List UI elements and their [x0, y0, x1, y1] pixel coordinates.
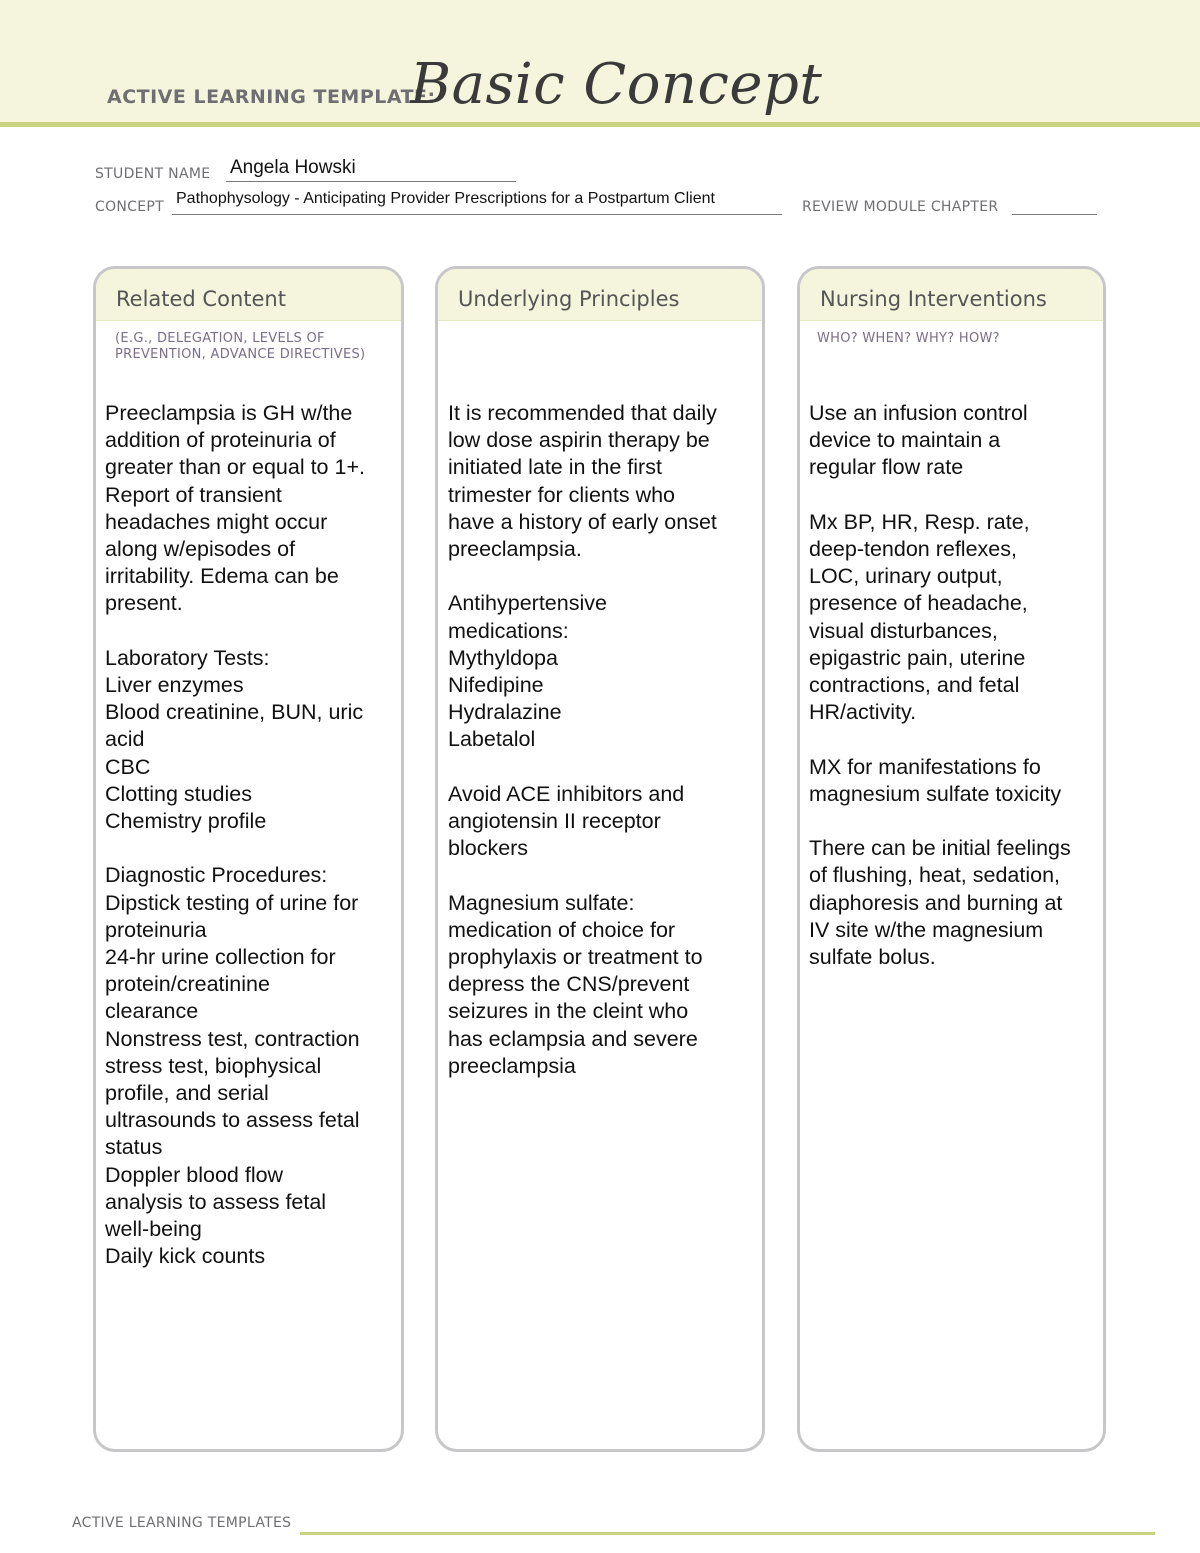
text-line: It is recommended that daily	[448, 401, 717, 425]
text-line: Daily kick counts	[105, 1244, 266, 1269]
paragraph	[105, 400, 365, 618]
text-line: have a history of early onset	[448, 509, 717, 534]
footer-label: ACTIVE LEARNING TEMPLATES	[72, 1515, 292, 1531]
text-line: Labetalol	[448, 727, 536, 752]
text-line: regular flow rate	[809, 455, 964, 480]
paragraph	[105, 862, 365, 1270]
text-line: acid	[105, 727, 145, 752]
text-line: Nifedipine	[448, 673, 544, 698]
text-line: blockers	[448, 836, 529, 861]
text-line: well-being	[105, 1217, 202, 1242]
underlying-principles-body[interactable]	[448, 400, 717, 1080]
related-content-card	[93, 266, 404, 1452]
text-line: irritability. Edema can be	[105, 564, 339, 589]
text-line: Doppler blood flow	[105, 1162, 284, 1187]
text-line: headaches might occur	[105, 509, 328, 534]
text-line: CBC	[105, 754, 151, 779]
text-line: HR/activity.	[809, 700, 917, 725]
text-line: MX for manifestations fo	[809, 754, 1041, 779]
text-line: stress test, biophysical	[105, 1053, 322, 1078]
text-line: low dose aspirin therapy be	[448, 428, 710, 453]
text-line: status	[105, 1135, 163, 1160]
student-name-label: STUDENT NAME	[95, 166, 211, 182]
paragraph	[448, 400, 717, 563]
text-line: profile, and serial	[105, 1081, 269, 1106]
text-line: addition of proteinuria of	[105, 428, 336, 453]
text-line: Magnesium sulfate:	[448, 890, 635, 915]
nursing-interventions-prompt	[817, 331, 1000, 347]
related-content-body[interactable]	[105, 400, 365, 1270]
text-line: Blood creatinine, BUN, uric	[105, 700, 364, 725]
text-line: prophylaxis or treatment to	[448, 945, 703, 970]
paragraph	[809, 754, 1071, 808]
text-line: device to maintain a	[809, 428, 1001, 453]
text-line: Avoid ACE inhibitors and	[448, 781, 685, 806]
underlying-principles-heading: Underlying Principles	[438, 269, 762, 321]
paragraph	[809, 400, 1071, 482]
text-line: preeclampsia	[448, 1053, 576, 1078]
paragraph	[809, 835, 1071, 971]
review-module-label: REVIEW MODULE CHAPTER	[802, 199, 999, 215]
text-line: Laboratory Tests:	[105, 645, 270, 670]
text-line: Clotting studies	[105, 781, 252, 806]
text-line: Hydralazine	[448, 700, 562, 725]
concept-label: CONCEPT	[95, 199, 164, 215]
text-line: Diagnostic Procedures:	[105, 863, 328, 888]
underlying-principles-card	[435, 266, 765, 1452]
text-line: IV site w/the magnesium	[809, 917, 1044, 942]
paragraph	[809, 509, 1071, 727]
text-line: epigastric pain, uterine	[809, 645, 1026, 670]
student-name-line	[226, 181, 516, 182]
text-line: preeclampsia.	[448, 537, 582, 562]
text-line: Dipstick testing of urine for	[105, 890, 359, 915]
related-content-heading: Related Content	[96, 269, 401, 321]
text-line: visual disturbances,	[809, 618, 998, 643]
text-line: Mx BP, HR, Resp. rate,	[809, 509, 1030, 534]
text-line: angiotensin II receptor	[448, 809, 661, 834]
nursing-interventions-heading: Nursing Interventions	[800, 269, 1103, 321]
text-line: medications:	[448, 618, 569, 643]
text-line: Antihypertensive	[448, 591, 607, 616]
review-module-line	[1012, 214, 1097, 215]
text-line: present.	[105, 591, 183, 616]
text-line: deep-tendon reflexes,	[809, 537, 1017, 561]
nursing-interventions-card	[797, 266, 1106, 1452]
footer-rule	[300, 1532, 1155, 1535]
text-line: analysis to assess fetal	[105, 1189, 327, 1214]
text-line: protein/creatinine	[105, 972, 270, 997]
examples-line: (E.G., DELEGATION,	[115, 331, 248, 346]
examples-line: LEVELS OF PREVENTION,	[115, 331, 325, 362]
text-line: Nonstress test, contraction	[105, 1026, 360, 1051]
text-line: Use an infusion control	[809, 401, 1028, 425]
concept-field[interactable]: Pathophysology - Anticipating Provider Prescriptions for a Postpartum Client	[176, 190, 715, 207]
text-line: presence of headache,	[809, 591, 1028, 616]
text-line: There can be initial feelings	[809, 836, 1071, 861]
text-line: has eclampsia and severe	[448, 1026, 698, 1051]
text-line: ultrasounds to assess fetal	[105, 1108, 360, 1133]
text-line: clearance	[105, 999, 199, 1024]
student-name-field[interactable]: Angela Howski	[230, 157, 356, 178]
concept-line	[172, 214, 782, 215]
text-line: Report of transient	[105, 482, 282, 507]
text-line: Liver enzymes	[105, 673, 244, 698]
text-line: 24-hr urine collection for	[105, 945, 336, 970]
nursing-interventions-body[interactable]	[809, 400, 1071, 971]
text-line: proteinuria	[105, 917, 207, 942]
text-line: trimester for clients who	[448, 482, 676, 507]
paragraph	[448, 781, 717, 863]
page-title: Basic Concept	[410, 52, 823, 117]
text-line: sulfate bolus.	[809, 945, 936, 970]
text-line: medication of choice for	[448, 917, 676, 942]
text-line: along w/episodes of	[105, 537, 296, 562]
text-line: LOC, urinary output,	[809, 564, 1003, 589]
paragraph	[105, 645, 365, 835]
text-line: Mythyldopa	[448, 645, 558, 670]
related-content-examples	[115, 331, 401, 363]
text-line: depress the CNS/prevent	[448, 972, 690, 997]
template-label: ACTIVE LEARNING TEMPLATE:	[107, 86, 436, 108]
paragraph	[448, 590, 717, 753]
text-line: seizures in the cleint who	[448, 999, 689, 1024]
text-line: diaphoresis and burning at	[809, 890, 1063, 915]
text-line: Preeclampsia is GH w/the	[105, 401, 353, 425]
text-line: greater than or equal to 1+.	[105, 455, 365, 480]
paragraph	[448, 890, 717, 1080]
text-line: initiated late in the first	[448, 455, 662, 480]
prompt-line: WHO? WHEN? WHY? HOW?	[817, 331, 1000, 346]
examples-line: ADVANCE DIRECTIVES)	[210, 347, 366, 362]
text-line: contractions, and fetal	[809, 673, 1020, 698]
text-line: of flushing, heat, sedation,	[809, 863, 1061, 888]
text-line: magnesium sulfate toxicity	[809, 781, 1062, 806]
text-line: Chemistry profile	[105, 809, 267, 834]
header-rule	[0, 122, 1200, 127]
